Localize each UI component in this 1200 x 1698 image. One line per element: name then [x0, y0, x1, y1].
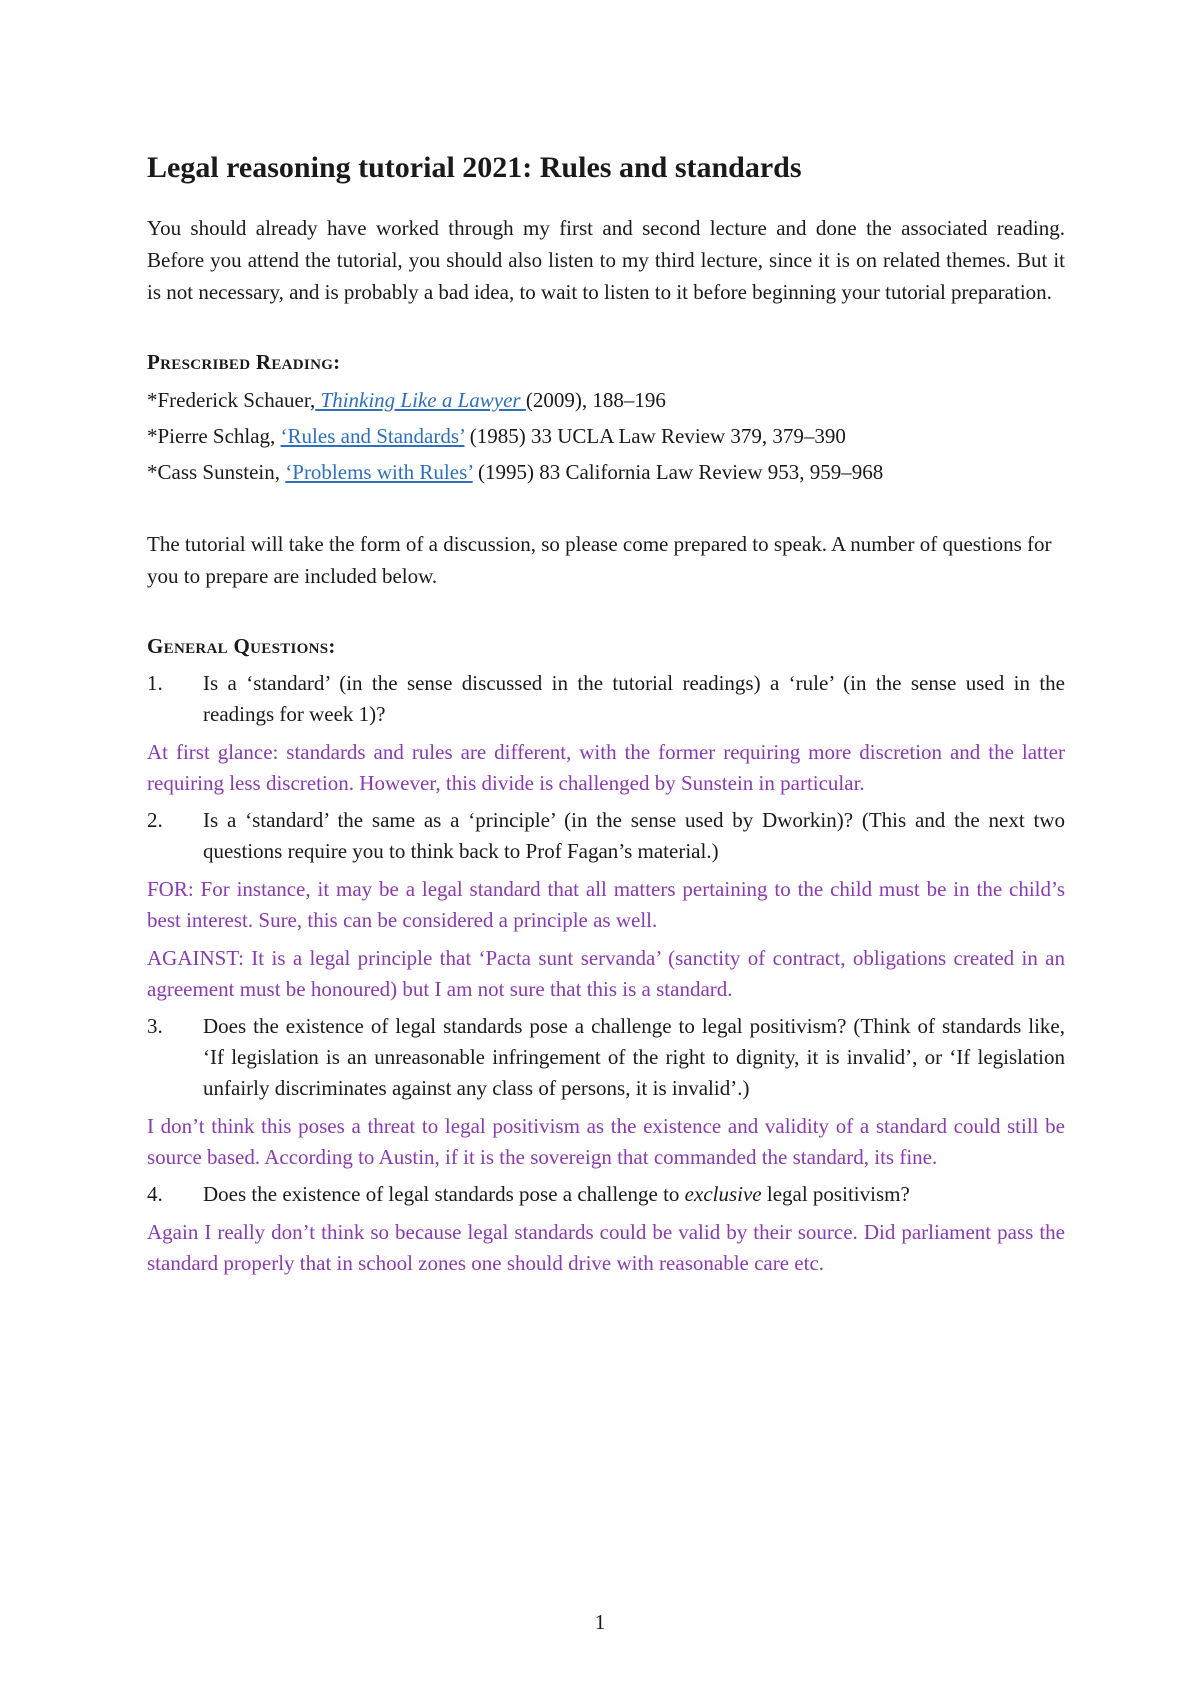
- page-number: 1: [594, 1610, 606, 1634]
- page-title: Legal reasoning tutorial 2021: Rules and standards: [147, 151, 802, 184]
- answer-4: Again I really don’t think so because legal standards could be valid by their source. Did parliament pass the standard properly that in school zones one should drive with reasonable care etc.: [147, 1220, 1065, 1275]
- reading-author: *Cass Sunstein,: [147, 460, 286, 484]
- question-text-end: legal positivism?: [761, 1182, 910, 1206]
- reading-citation: (1995) 83 California Law Review 953, 959–968: [472, 460, 884, 484]
- question-number: 3.: [147, 1014, 163, 1038]
- general-questions-heading: General Questions:: [147, 634, 336, 658]
- question-text: Does the existence of legal standards pose a challenge to legal positivism? (Think of standards like, ‘If legislation is an unreasonable infringement of the right to dignity, it is invalid’, or ‘If legislation unfairly discriminates against any class of persons, it is invalid’.): [203, 1014, 1065, 1100]
- answer-3: I don’t think this poses a threat to legal positivism as the existence and validity of a standard could still be source based. According to Austin, if it is the sovereign that commanded the standard, its fine.: [147, 1114, 1065, 1169]
- question-2: [147, 805, 1065, 867]
- question-text-emphasis: exclusive: [684, 1182, 762, 1206]
- question-text-start: Does the existence of legal standards pose a challenge to: [203, 1182, 685, 1206]
- answer-2-against: AGAINST: It is a legal principle that ‘Pacta sunt servanda’ (sanctity of contract, obligations created in an agreement must be honoured) but I am not sure that this is a standard.: [147, 946, 1065, 1001]
- answer-1: At first glance: standards and rules are different, with the former requiring more discretion and the latter requiring less discretion. However, this divide is challenged by Sunstein in particular.: [147, 740, 1065, 795]
- tutorial-note: The tutorial will take the form of a discussion, so please come prepared to speak. A number of questions for you to prepare are included below.: [147, 532, 1052, 588]
- question-number: 4.: [147, 1182, 163, 1206]
- page-content: [147, 150, 1065, 1283]
- answer-2-for: FOR: For instance, it may be a legal standard that all matters pertaining to the child must be in the child’s best interest. Sure, this can be considered a principle as well.: [147, 877, 1065, 932]
- question-1: [147, 668, 1065, 730]
- prescribed-reading-heading: Prescribed Reading:: [147, 350, 341, 374]
- intro-paragraph: You should already have worked through my first and second lecture and done the associated reading. Before you attend the tutorial, you should also listen to my third lecture, since it is on related themes. But it is not necessary, and is probably a bad idea, to wait to listen to it before beginning your tutorial preparation.: [147, 216, 1065, 304]
- reading-author: *Frederick Schauer,: [147, 388, 316, 412]
- reading-author: *Pierre Schlag,: [147, 424, 281, 448]
- question-text: Is a ‘standard’ the same as a ‘principle’ (in the sense used by Dworkin)? (This and the next two questions require you to think back to Prof Fagan’s material.): [203, 808, 1065, 863]
- reading-item: [147, 454, 1065, 490]
- question-4: [147, 1179, 1065, 1210]
- question-3: [147, 1011, 1065, 1104]
- reading-citation: (1985) 33 UCLA Law Review 379, 379–390: [464, 424, 846, 448]
- question-text: [203, 1179, 1065, 1210]
- question-text: Is a ‘standard’ (in the sense discussed in the tutorial readings) a ‘rule’ (in the sense used in the readings for week 1)?: [203, 671, 1065, 726]
- reading-citation: (2009), 188–196: [525, 388, 666, 412]
- reading-link-thinking-like-a-lawyer[interactable]: Thinking Like a Lawyer: [315, 388, 526, 412]
- reading-item: [147, 418, 1065, 454]
- question-number: 2.: [147, 808, 163, 832]
- reading-item: [147, 382, 1065, 418]
- reading-link-rules-and-standards[interactable]: ‘Rules and Standards’: [280, 424, 465, 448]
- question-number: 1.: [147, 671, 163, 695]
- reading-link-problems-with-rules[interactable]: ‘Problems with Rules’: [285, 460, 473, 484]
